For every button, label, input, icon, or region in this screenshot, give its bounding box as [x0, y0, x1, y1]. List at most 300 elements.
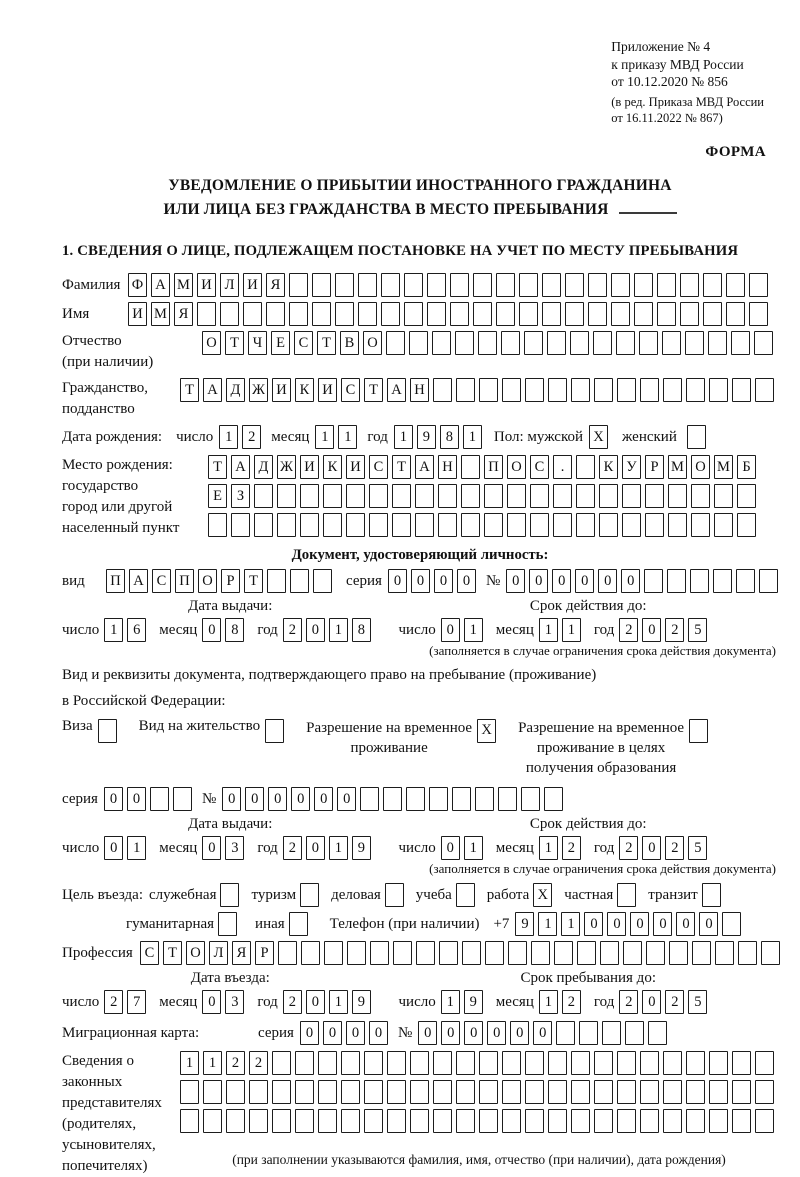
char-cell[interactable] [433, 1051, 452, 1075]
char-cell[interactable]: 0 [104, 836, 123, 860]
char-cell[interactable]: 5 [688, 618, 707, 642]
char-cell[interactable] [265, 719, 284, 743]
char-cell[interactable] [479, 1109, 498, 1133]
char-cell[interactable] [254, 484, 273, 508]
char-cell[interactable] [686, 1051, 705, 1075]
char-cell[interactable]: 0 [510, 1021, 529, 1045]
char-cell[interactable] [732, 1080, 751, 1104]
char-cell[interactable] [668, 484, 687, 508]
char-cell[interactable] [501, 331, 520, 355]
char-cell[interactable]: К [323, 455, 342, 479]
char-cell[interactable] [576, 455, 595, 479]
char-cell[interactable] [731, 331, 750, 355]
identity-issue-month-cells[interactable] [202, 618, 248, 642]
entry-month-cells[interactable] [202, 990, 248, 1014]
char-cell[interactable]: 0 [598, 569, 617, 593]
char-cell[interactable] [249, 1080, 268, 1104]
char-cell[interactable]: О [363, 331, 382, 355]
char-cell[interactable] [381, 302, 400, 326]
char-cell[interactable] [639, 331, 658, 355]
char-cell[interactable] [461, 513, 480, 537]
char-cell[interactable] [749, 273, 768, 297]
char-cell[interactable]: 0 [323, 1021, 342, 1045]
birth-year-cells[interactable] [394, 425, 486, 449]
char-cell[interactable] [686, 1109, 705, 1133]
char-cell[interactable] [381, 273, 400, 297]
char-cell[interactable] [617, 1051, 636, 1075]
char-cell[interactable]: 2 [619, 836, 638, 860]
migration-series-cells[interactable] [300, 1021, 392, 1045]
char-cell[interactable]: Ч [248, 331, 267, 355]
char-cell[interactable] [593, 331, 612, 355]
char-cell[interactable] [547, 331, 566, 355]
char-cell[interactable] [410, 1051, 429, 1075]
char-cell[interactable] [594, 378, 613, 402]
char-cell[interactable] [525, 1080, 544, 1104]
char-cell[interactable] [722, 912, 741, 936]
char-cell[interactable]: А [231, 455, 250, 479]
char-cell[interactable] [663, 1051, 682, 1075]
char-cell[interactable]: Я [232, 941, 251, 965]
char-cell[interactable] [496, 302, 515, 326]
char-cell[interactable] [387, 1051, 406, 1075]
char-cell[interactable]: 0 [642, 836, 661, 860]
char-cell[interactable] [290, 569, 309, 593]
char-cell[interactable] [415, 484, 434, 508]
char-cell[interactable]: 1 [539, 990, 558, 1014]
char-cell[interactable] [755, 378, 774, 402]
char-cell[interactable] [461, 455, 480, 479]
char-cell[interactable] [726, 302, 745, 326]
purpose-official-checkbox[interactable] [220, 883, 243, 907]
char-cell[interactable]: К [295, 378, 314, 402]
char-cell[interactable] [438, 484, 457, 508]
char-cell[interactable] [616, 331, 635, 355]
char-cell[interactable] [484, 513, 503, 537]
char-cell[interactable]: 0 [464, 1021, 483, 1045]
char-cell[interactable]: Т [392, 455, 411, 479]
char-cell[interactable] [364, 1051, 383, 1075]
char-cell[interactable]: 0 [676, 912, 695, 936]
char-cell[interactable]: 0 [487, 1021, 506, 1045]
char-cell[interactable]: 2 [562, 836, 581, 860]
char-cell[interactable] [427, 302, 446, 326]
char-cell[interactable]: Б [737, 455, 756, 479]
char-cell[interactable] [461, 484, 480, 508]
char-cell[interactable] [508, 941, 527, 965]
char-cell[interactable] [691, 513, 710, 537]
char-cell[interactable] [594, 1109, 613, 1133]
char-cell[interactable] [611, 273, 630, 297]
char-cell[interactable]: 2 [665, 618, 684, 642]
char-cell[interactable]: С [341, 378, 360, 402]
char-cell[interactable] [732, 1109, 751, 1133]
char-cell[interactable] [498, 787, 517, 811]
char-cell[interactable] [544, 787, 563, 811]
char-cell[interactable] [427, 273, 446, 297]
birth-place-cells-row-2[interactable] [208, 484, 760, 508]
char-cell[interactable]: 2 [619, 990, 638, 1014]
char-cell[interactable]: О [202, 331, 221, 355]
purpose-tourism-checkbox[interactable] [300, 883, 323, 907]
char-cell[interactable]: 0 [346, 1021, 365, 1045]
char-cell[interactable] [383, 787, 402, 811]
char-cell[interactable] [312, 273, 331, 297]
char-cell[interactable]: 0 [104, 787, 123, 811]
char-cell[interactable] [565, 302, 584, 326]
char-cell[interactable] [524, 331, 543, 355]
char-cell[interactable]: 7 [127, 990, 146, 1014]
char-cell[interactable]: Р [221, 569, 240, 593]
char-cell[interactable] [737, 484, 756, 508]
char-cell[interactable]: М [714, 455, 733, 479]
char-cell[interactable] [640, 378, 659, 402]
char-cell[interactable]: К [599, 455, 618, 479]
char-cell[interactable]: А [129, 569, 148, 593]
char-cell[interactable] [553, 513, 572, 537]
char-cell[interactable]: А [415, 455, 434, 479]
char-cell[interactable] [600, 941, 619, 965]
char-cell[interactable] [519, 273, 538, 297]
residence-issue-year-cells[interactable] [283, 836, 375, 860]
char-cell[interactable] [645, 513, 664, 537]
char-cell[interactable] [180, 1109, 199, 1133]
char-cell[interactable]: Л [220, 273, 239, 297]
char-cell[interactable] [686, 378, 705, 402]
char-cell[interactable]: 0 [314, 787, 333, 811]
char-cell[interactable] [295, 1080, 314, 1104]
char-cell[interactable]: Р [645, 455, 664, 479]
char-cell[interactable] [686, 1080, 705, 1104]
char-cell[interactable] [364, 1109, 383, 1133]
char-cell[interactable] [715, 941, 734, 965]
char-cell[interactable]: X [589, 425, 608, 449]
char-cell[interactable] [231, 513, 250, 537]
char-cell[interactable] [663, 1109, 682, 1133]
identity-valid-month-cells[interactable] [539, 618, 585, 642]
char-cell[interactable] [687, 425, 706, 449]
char-cell[interactable]: И [197, 273, 216, 297]
char-cell[interactable]: 0 [457, 569, 476, 593]
char-cell[interactable] [640, 1080, 659, 1104]
char-cell[interactable] [663, 378, 682, 402]
char-cell[interactable]: 0 [418, 1021, 437, 1045]
char-cell[interactable] [387, 1080, 406, 1104]
char-cell[interactable] [462, 941, 481, 965]
first-name-cells[interactable] [128, 302, 772, 326]
char-cell[interactable] [713, 569, 732, 593]
char-cell[interactable] [300, 484, 319, 508]
char-cell[interactable]: Т [244, 569, 263, 593]
char-cell[interactable] [346, 513, 365, 537]
char-cell[interactable]: 0 [388, 569, 407, 593]
char-cell[interactable] [519, 302, 538, 326]
char-cell[interactable] [289, 273, 308, 297]
stay-month-cells[interactable] [539, 990, 585, 1014]
char-cell[interactable]: X [477, 719, 496, 743]
char-cell[interactable] [439, 941, 458, 965]
entry-year-cells[interactable] [283, 990, 375, 1014]
char-cell[interactable] [594, 1051, 613, 1075]
char-cell[interactable] [364, 1080, 383, 1104]
char-cell[interactable]: 1 [561, 912, 580, 936]
char-cell[interactable] [525, 378, 544, 402]
char-cell[interactable] [323, 513, 342, 537]
purpose-private-checkbox[interactable] [617, 883, 640, 907]
char-cell[interactable] [301, 941, 320, 965]
char-cell[interactable] [669, 941, 688, 965]
residence-valid-month-cells[interactable] [539, 836, 585, 860]
char-cell[interactable]: 0 [642, 618, 661, 642]
sex-female-checkbox[interactable] [687, 425, 710, 449]
char-cell[interactable] [594, 1080, 613, 1104]
char-cell[interactable] [680, 273, 699, 297]
char-cell[interactable] [576, 484, 595, 508]
char-cell[interactable]: . [553, 455, 572, 479]
char-cell[interactable] [300, 513, 319, 537]
char-cell[interactable] [502, 1109, 521, 1133]
sex-male-checkbox[interactable] [589, 425, 612, 449]
char-cell[interactable]: 2 [242, 425, 261, 449]
char-cell[interactable]: 2 [104, 990, 123, 1014]
char-cell[interactable] [369, 484, 388, 508]
char-cell[interactable] [473, 302, 492, 326]
char-cell[interactable]: 0 [621, 569, 640, 593]
char-cell[interactable] [415, 513, 434, 537]
char-cell[interactable]: Е [208, 484, 227, 508]
birth-place-cells-row-3[interactable] [208, 513, 760, 537]
char-cell[interactable]: 0 [245, 787, 264, 811]
char-cell[interactable] [625, 1021, 644, 1045]
char-cell[interactable]: 0 [575, 569, 594, 593]
identity-doc-number-cells[interactable] [506, 569, 782, 593]
residence-issue-month-cells[interactable] [202, 836, 248, 860]
char-cell[interactable] [277, 513, 296, 537]
representatives-cells-row-3[interactable] [180, 1109, 778, 1133]
char-cell[interactable] [289, 302, 308, 326]
phone-cells[interactable] [515, 912, 745, 936]
char-cell[interactable]: 0 [222, 787, 241, 811]
char-cell[interactable] [406, 787, 425, 811]
char-cell[interactable]: С [140, 941, 159, 965]
char-cell[interactable] [634, 302, 653, 326]
char-cell[interactable] [456, 1051, 475, 1075]
migration-number-cells[interactable] [418, 1021, 671, 1045]
char-cell[interactable]: 3 [225, 990, 244, 1014]
char-cell[interactable] [554, 941, 573, 965]
char-cell[interactable]: Д [254, 455, 273, 479]
char-cell[interactable]: А [387, 378, 406, 402]
char-cell[interactable] [410, 1080, 429, 1104]
char-cell[interactable] [347, 941, 366, 965]
char-cell[interactable]: 1 [329, 618, 348, 642]
identity-valid-day-cells[interactable] [441, 618, 487, 642]
char-cell[interactable]: С [294, 331, 313, 355]
char-cell[interactable] [478, 331, 497, 355]
char-cell[interactable] [220, 302, 239, 326]
char-cell[interactable]: Я [266, 273, 285, 297]
char-cell[interactable] [732, 378, 751, 402]
char-cell[interactable]: 0 [202, 618, 221, 642]
representatives-cells-row-2[interactable] [180, 1080, 778, 1104]
birth-place-cells-row-1[interactable] [208, 455, 760, 479]
char-cell[interactable] [570, 331, 589, 355]
char-cell[interactable] [565, 273, 584, 297]
residence-series-cells[interactable] [104, 787, 196, 811]
char-cell[interactable] [709, 1080, 728, 1104]
char-cell[interactable] [571, 1080, 590, 1104]
char-cell[interactable] [393, 941, 412, 965]
char-cell[interactable] [714, 513, 733, 537]
char-cell[interactable] [456, 378, 475, 402]
char-cell[interactable]: И [300, 455, 319, 479]
residence-valid-day-cells[interactable] [441, 836, 487, 860]
char-cell[interactable]: 9 [464, 990, 483, 1014]
char-cell[interactable]: 2 [249, 1051, 268, 1075]
stay-day-cells[interactable] [441, 990, 487, 1014]
char-cell[interactable]: 1 [441, 990, 460, 1014]
char-cell[interactable]: С [369, 455, 388, 479]
char-cell[interactable] [479, 1051, 498, 1075]
char-cell[interactable] [726, 273, 745, 297]
representatives-cells-row-1[interactable] [180, 1051, 778, 1075]
char-cell[interactable]: Ф [128, 273, 147, 297]
char-cell[interactable]: 0 [268, 787, 287, 811]
char-cell[interactable] [98, 719, 117, 743]
char-cell[interactable] [502, 1080, 521, 1104]
char-cell[interactable] [521, 787, 540, 811]
char-cell[interactable]: 0 [306, 836, 325, 860]
char-cell[interactable] [300, 883, 319, 907]
char-cell[interactable] [341, 1051, 360, 1075]
char-cell[interactable] [173, 787, 192, 811]
char-cell[interactable] [662, 331, 681, 355]
char-cell[interactable] [479, 1080, 498, 1104]
char-cell[interactable] [548, 378, 567, 402]
char-cell[interactable] [433, 1080, 452, 1104]
char-cell[interactable] [525, 1109, 544, 1133]
char-cell[interactable] [644, 569, 663, 593]
char-cell[interactable] [680, 302, 699, 326]
purpose-study-checkbox[interactable] [456, 883, 479, 907]
char-cell[interactable]: Т [317, 331, 336, 355]
char-cell[interactable] [732, 1051, 751, 1075]
char-cell[interactable] [392, 484, 411, 508]
char-cell[interactable]: И [346, 455, 365, 479]
char-cell[interactable]: 2 [283, 836, 302, 860]
char-cell[interactable] [690, 569, 709, 593]
identity-doc-type-cells[interactable] [106, 569, 336, 593]
char-cell[interactable]: X [533, 883, 552, 907]
char-cell[interactable]: 1 [539, 836, 558, 860]
char-cell[interactable] [525, 1051, 544, 1075]
char-cell[interactable] [571, 1109, 590, 1133]
char-cell[interactable] [360, 787, 379, 811]
char-cell[interactable] [226, 1109, 245, 1133]
char-cell[interactable]: Ж [249, 378, 268, 402]
char-cell[interactable] [708, 331, 727, 355]
char-cell[interactable]: 0 [584, 912, 603, 936]
char-cell[interactable]: 2 [562, 990, 581, 1014]
char-cell[interactable] [429, 787, 448, 811]
title-blank-line[interactable] [619, 198, 677, 214]
purpose-transit-checkbox[interactable] [702, 883, 725, 907]
char-cell[interactable] [623, 941, 642, 965]
char-cell[interactable] [312, 302, 331, 326]
char-cell[interactable]: М [174, 273, 193, 297]
char-cell[interactable] [295, 1109, 314, 1133]
char-cell[interactable]: С [152, 569, 171, 593]
char-cell[interactable] [208, 513, 227, 537]
char-cell[interactable]: О [198, 569, 217, 593]
char-cell[interactable] [358, 302, 377, 326]
purpose-business-checkbox[interactable] [385, 883, 408, 907]
char-cell[interactable]: Е [271, 331, 290, 355]
char-cell[interactable]: 9 [515, 912, 534, 936]
char-cell[interactable] [634, 273, 653, 297]
char-cell[interactable] [622, 513, 641, 537]
char-cell[interactable]: 1 [329, 836, 348, 860]
char-cell[interactable] [755, 1080, 774, 1104]
char-cell[interactable] [737, 513, 756, 537]
char-cell[interactable]: 5 [688, 836, 707, 860]
char-cell[interactable]: И [272, 378, 291, 402]
char-cell[interactable]: 0 [506, 569, 525, 593]
char-cell[interactable] [226, 1080, 245, 1104]
char-cell[interactable] [318, 1109, 337, 1133]
char-cell[interactable] [456, 1109, 475, 1133]
char-cell[interactable]: 1 [315, 425, 334, 449]
purpose-work-checkbox[interactable] [533, 883, 556, 907]
char-cell[interactable] [180, 1080, 199, 1104]
char-cell[interactable]: 1 [463, 425, 482, 449]
residence-permit-checkbox[interactable] [265, 719, 288, 743]
char-cell[interactable]: 0 [202, 990, 221, 1014]
char-cell[interactable] [761, 941, 780, 965]
char-cell[interactable] [404, 273, 423, 297]
identity-issue-day-cells[interactable] [104, 618, 150, 642]
char-cell[interactable] [267, 569, 286, 593]
char-cell[interactable] [266, 302, 285, 326]
char-cell[interactable]: 1 [464, 618, 483, 642]
char-cell[interactable]: Я [174, 302, 193, 326]
char-cell[interactable] [754, 331, 773, 355]
char-cell[interactable] [277, 484, 296, 508]
char-cell[interactable] [479, 378, 498, 402]
char-cell[interactable] [318, 1080, 337, 1104]
char-cell[interactable]: 1 [203, 1051, 222, 1075]
profession-cells[interactable] [140, 941, 784, 965]
char-cell[interactable]: 0 [291, 787, 310, 811]
char-cell[interactable]: 0 [607, 912, 626, 936]
char-cell[interactable]: 2 [619, 618, 638, 642]
char-cell[interactable]: 9 [352, 990, 371, 1014]
char-cell[interactable]: 0 [202, 836, 221, 860]
char-cell[interactable] [556, 1021, 575, 1045]
char-cell[interactable]: 2 [283, 618, 302, 642]
char-cell[interactable] [657, 273, 676, 297]
char-cell[interactable]: 0 [411, 569, 430, 593]
char-cell[interactable] [341, 1080, 360, 1104]
char-cell[interactable]: 8 [352, 618, 371, 642]
char-cell[interactable] [323, 484, 342, 508]
char-cell[interactable] [203, 1109, 222, 1133]
char-cell[interactable]: Н [438, 455, 457, 479]
char-cell[interactable]: 0 [306, 990, 325, 1014]
char-cell[interactable] [703, 302, 722, 326]
char-cell[interactable]: 1 [329, 990, 348, 1014]
char-cell[interactable]: 1 [338, 425, 357, 449]
